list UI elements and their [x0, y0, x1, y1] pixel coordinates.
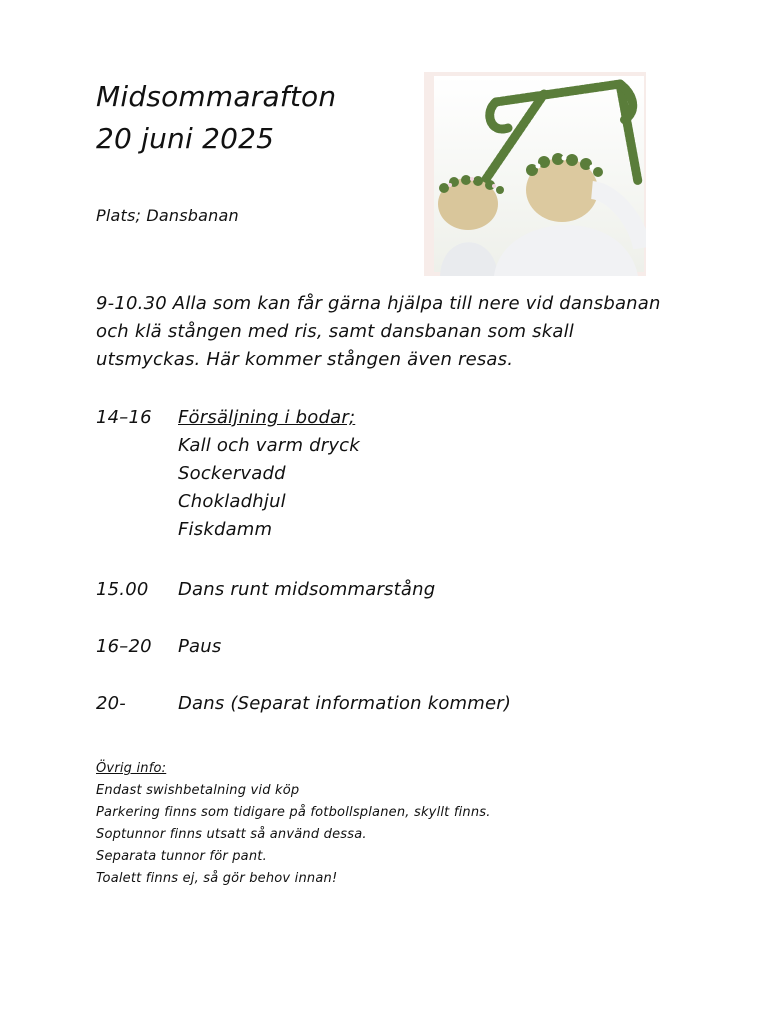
midsummer-photo	[424, 72, 646, 276]
schedule-activity: Dans (Separat information kommer)	[178, 693, 512, 714]
event-date: 20 juni 2025	[96, 122, 275, 155]
schedule-time: 15.00	[96, 579, 149, 600]
event-title-name: Midsommarafton	[96, 80, 337, 113]
schedule-time: 14–16	[96, 407, 152, 428]
other-info	[96, 758, 491, 890]
midsummer-pole-and-girls-image	[424, 72, 646, 276]
intro-paragraph: 9-10.30 Alla som kan får gärna hjälpa till nere vid dansbanan och klä stången med ris, samt dansbanan som skall utsmyckas. Här kommer stången även resas.	[96, 293, 661, 370]
sales-item: Kall och varm dryck	[178, 435, 360, 456]
sales-heading: Försäljning i bodar;	[178, 407, 356, 428]
schedule-activity: Paus	[178, 636, 222, 657]
schedule-time: 20-	[96, 693, 126, 714]
event-title	[96, 76, 336, 160]
info-line: Soptunnor finns utsatt så använd dessa.	[96, 827, 367, 842]
info-line: Endast swishbetalning vid köp	[96, 783, 300, 798]
info-line: Toalett finns ej, så gör behov innan!	[96, 871, 338, 886]
event-location: Plats; Dansbanan	[96, 206, 239, 225]
sales-item: Chokladhjul	[178, 491, 286, 512]
other-info-title: Övrig info:	[96, 761, 167, 776]
sales-item: Fiskdamm	[178, 519, 273, 540]
info-line: Separata tunnor för pant.	[96, 849, 267, 864]
sales-item: Sockervadd	[178, 463, 286, 484]
schedule-activity: Dans runt midsommarstång	[178, 579, 436, 600]
info-line: Parkering finns som tidigare på fotbollsplanen, skyllt finns.	[96, 805, 491, 820]
schedule-time: 16–20	[96, 636, 152, 657]
